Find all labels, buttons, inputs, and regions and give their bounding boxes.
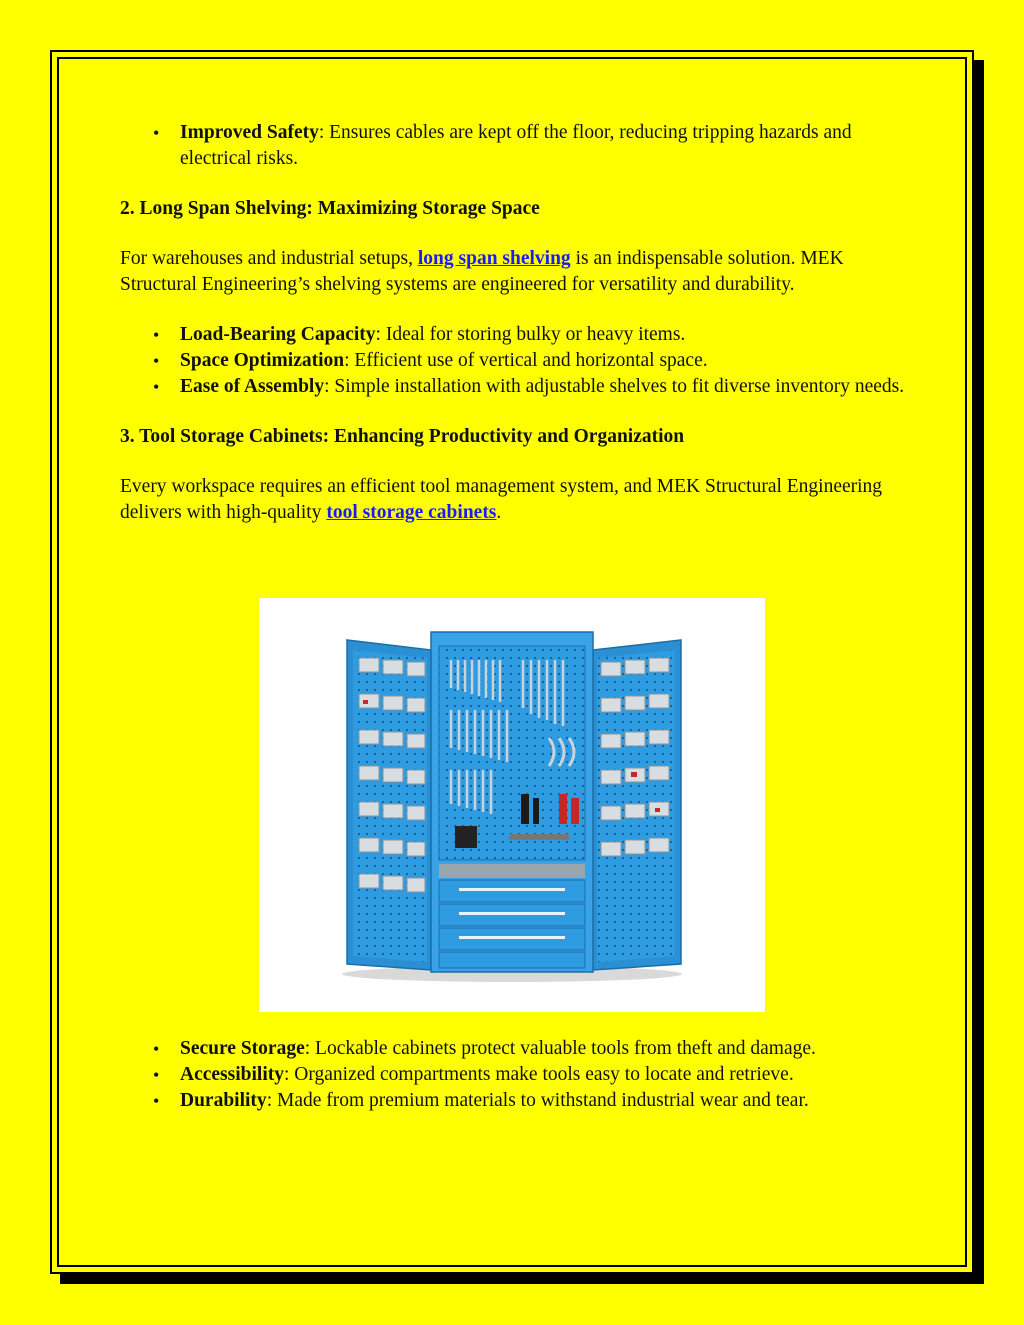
tool-storage-cabinets-link[interactable]: tool storage cabinets xyxy=(326,502,497,523)
list-item xyxy=(180,1062,910,1088)
bullet-text: : Organized compartments make tools easy to locate and retrieve. xyxy=(283,1064,794,1085)
bullet-term: Secure Storage xyxy=(180,1038,305,1059)
bullet-term: Load-Bearing Capacity xyxy=(180,324,376,345)
paragraph-text: Every workspace requires an efficient tool management system, and MEK Structural Engineering delivers with high-quality xyxy=(120,476,883,523)
bullet-text: : Made from premium materials to withstand industrial wear and tear. xyxy=(266,1090,809,1111)
bullet-text: : Efficient use of vertical and horizontal space. xyxy=(344,350,708,371)
bullet-text: : Lockable cabinets protect valuable tools from theft and damage. xyxy=(304,1038,816,1059)
bullet-text: : Ensures cables are kept off the floor, reducing tripping hazards and electrical risks. xyxy=(180,122,852,169)
bullet-term: Durability xyxy=(180,1090,267,1111)
bullet-term: Improved Safety xyxy=(180,122,319,143)
bullet-term: Accessibility xyxy=(180,1064,284,1085)
list-item xyxy=(180,374,910,400)
section-paragraph xyxy=(120,246,910,298)
list-item xyxy=(180,348,910,374)
bullet-term: Space Optimization xyxy=(180,350,345,371)
paragraph-text: For warehouses and industrial setups, xyxy=(120,248,418,269)
document-body xyxy=(120,120,910,526)
bullet-text: : Simple installation with adjustable shelves to fit diverse inventory needs. xyxy=(324,376,905,397)
list-item xyxy=(180,1036,910,1062)
shelving-bullet-list xyxy=(120,322,910,400)
bullet-text: : Ideal for storing bulky or heavy items. xyxy=(375,324,686,345)
tool-cabinet-illustration xyxy=(259,598,765,1012)
tool-cabinet-image xyxy=(259,598,765,1012)
paragraph-text: is an indispensable solution. MEK Structural Engineering’s shelving systems are engineered for versatility and durability. xyxy=(120,248,844,295)
list-item xyxy=(180,1088,910,1114)
list-item xyxy=(180,322,910,348)
section-heading-tool-storage-cabinets: 3. Tool Storage Cabinets: Enhancing Productivity and Organization xyxy=(120,426,685,447)
bullet-term: Ease of Assembly xyxy=(180,376,325,397)
paragraph-text: . xyxy=(496,502,502,523)
intro-bullet-list xyxy=(120,120,910,172)
long-span-shelving-link[interactable]: long span shelving xyxy=(417,248,571,269)
list-item xyxy=(180,120,910,172)
document-body-after-image xyxy=(120,1036,910,1114)
section-paragraph xyxy=(120,474,910,526)
cabinet-bullet-list xyxy=(120,1036,910,1114)
section-heading-long-span-shelving: 2. Long Span Shelving: Maximizing Storage Space xyxy=(120,198,540,219)
